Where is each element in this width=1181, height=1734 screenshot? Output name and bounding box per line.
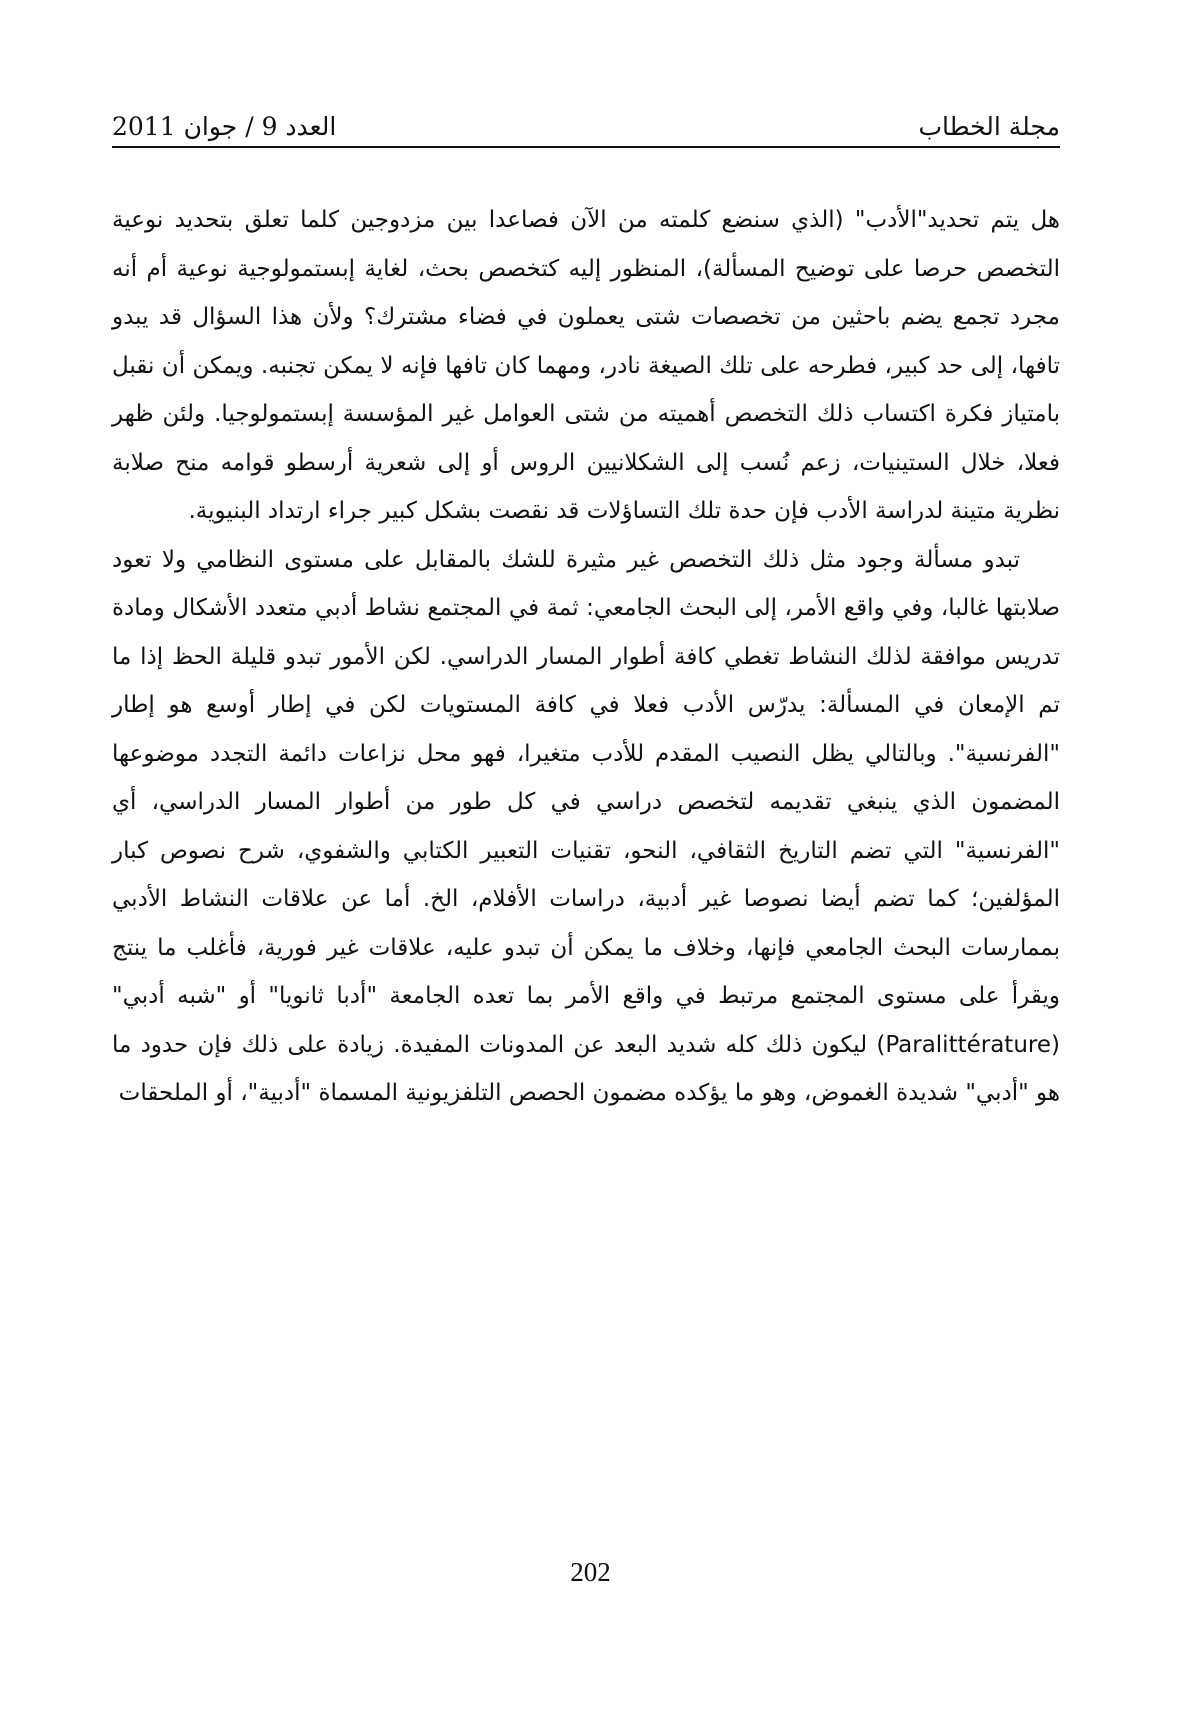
running-header bbox=[112, 104, 1060, 144]
paragraph-1: هل يتم تحديد"الأدب" (الذي سنضع كلمته من الآن فصاعدا بين مزدوجين كلما تعلق بتحديد نوعية التخصص حرصا على توضيح المسألة)، المنظور إليه كتخصص بحث، لغاية إبستمولوجية نوعية أم أنه مجرد تجمع يضم باحثين من تخصصات شتى يعملون في فضاء مشترك؟ ولأن هذا السؤال قد يبدو تافها، إلى حد كبير، فطرحه على تلك الصيغة نادر، ومهما كان تافها فإنه لا يمكن تجنبه. ويمكن أن نقبل بامتياز فكرة اكتساب ذلك التخصص أهميته من شتى العوامل غير المؤسسة إبستمولوجيا. ولئن ظهر فعلا، خلال الستينيات، زعم نُسب إلى الشكلانيين الروس أو إلى شعرية أرسطو قوامه منح صلابة نظرية متينة لدراسة الأدب فإن حدة تلك التساؤلات قد نقصت بشكل كبير جراء ارتداد البنيوية. bbox=[112, 207, 1060, 524]
issue-info: العدد 9 / جوان 2011 bbox=[112, 112, 337, 141]
paragraph-2: تبدو مسألة وجود مثل ذلك التخصص غير مثيرة للشك بالمقابل على مستوى النظامي ولا تعود صلابتها غالبا، وفي واقع الأمر، إلى البحث الجامعي: ثمة في المجتمع نشاط أدبي متعدد الأشكال ومادة تدريس موافقة لذلك النشاط تغطي كافة أطوار المسار الدراسي. لكن الأمور تبدو قليلة الحظ إذا ما تم الإمعان في المسألة: يدرّس الأدب فعلا في كافة المستويات لكن في إطار أوسع هو إطار "الفرنسية". وبالتالي يظل النصيب المقدم للأدب متغيرا، فهو محل نزاعات دائمة التجدد موضوعها المضمون الذي ينبغي تقديمه لتخصص دراسي في كل طور من أطوار المسار الدراسي، أي "الفرنسية" التي تضم التاريخ الثقافي، النحو، تقنيات التعبير الكتابي والشفوي، شرح نصوص كبار المؤلفين؛ كما تضم أيضا نصوصا غير أدبية، دراسات الأفلام، الخ. أما عن علاقات النشاط الأدبي بممارسات البحث الجامعي فإنها، وخلاف ما يمكن أن تبدو عليه، علاقات غير فورية، فأغلب ما ينتج ويقرأ على مستوى المجتمع مرتبط في واقع الأمر بما تعده الجامعة "أدبا ثانويا" أو "شبه أدبي" (Paralittérature) ليكون ذلك كله شديد البعد عن المدونات المفيدة. زيادة على ذلك فإن حدود ما هو "أدبي" شديدة الغموض، وهو ما يؤكده مضمون الحصص التلفزيونية المسماة "أدبية"، أو الملحقات bbox=[112, 546, 1060, 1106]
journal-title: مجلة الخطاب bbox=[918, 112, 1060, 141]
header-rule bbox=[112, 146, 1060, 148]
article-body bbox=[112, 196, 1060, 1118]
page-number: 202 bbox=[570, 1557, 611, 1587]
